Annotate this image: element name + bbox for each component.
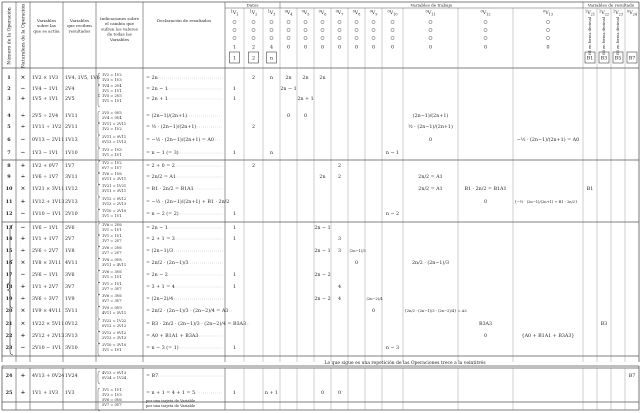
- row-vars-received: 2V6: [65, 226, 75, 231]
- row-indication: 2V7 = 2V7: [102, 250, 122, 255]
- row-indication: 2V13 = 3V13: [102, 335, 127, 340]
- row-indication: 1V3 = 1V3: [102, 77, 122, 82]
- row-cell-v5: 2n: [302, 76, 309, 81]
- row-operation-sign: +: [20, 390, 26, 396]
- row-cell-v7: 2: [337, 175, 342, 180]
- row-number: 4: [7, 113, 11, 119]
- row-declaration: = n − 2 (= 2): [146, 212, 179, 217]
- column-init-v6: 0: [320, 45, 325, 51]
- row-cell-v1: 1: [232, 285, 237, 290]
- row-operation-sign: +: [20, 96, 26, 102]
- row-declaration: = 3 + 1 = 4: [146, 285, 175, 290]
- row-indication: 2V10 = 3V10: [102, 342, 127, 347]
- row-operation-sign: ÷: [20, 174, 26, 180]
- row-indication: 1V1 = 1V1: [102, 98, 122, 103]
- column-sub-v23: B5 en forma decimal: [616, 17, 620, 55]
- row-indication: 0V7 = 1V7: [102, 165, 122, 170]
- row-indication: 1V6 = 2V6: [102, 222, 122, 227]
- row-vars-acted: 1V9 × 4V11: [32, 309, 62, 314]
- column-init-v2: 2: [251, 45, 256, 51]
- header-naturaleza-operacion: Naturaleza de la Operación: [21, 3, 27, 69]
- row-vars-acted: 1V2 + 0V7: [32, 164, 59, 169]
- row-indication: 1V1 = 1V1: [102, 387, 122, 392]
- header-indicaciones: Indicaciones sobre el cambio que sufren los valores de todas las Variables: [99, 16, 140, 42]
- column-label-v8: $^0V_8$: [352, 9, 361, 17]
- row-cell-v7: 4: [337, 297, 342, 302]
- row-vars-received: 1V12: [65, 187, 78, 192]
- row-indication: 2V7 = 3V7: [102, 286, 122, 291]
- row-cell-v11: 2n/2 = A1: [418, 175, 443, 180]
- row-operation-sign: ÷: [20, 296, 26, 302]
- row-operation-sign: −: [20, 150, 26, 156]
- row-declaration: = 2 + 1 = 3: [146, 237, 175, 242]
- column-sub-v21: B1 en forma decimal: [588, 17, 592, 55]
- row-indication: 2V4 = 0V4: [102, 115, 122, 120]
- row-cell-v3: n + 1: [264, 391, 279, 396]
- row-indication: 3V11 = 3V11: [102, 188, 127, 193]
- row-vars-acted: 1V12 + 1V13: [32, 200, 65, 205]
- row-number: 7: [7, 150, 11, 156]
- row-vars-received: 2V11: [65, 125, 78, 130]
- row-operation-sign: −: [20, 225, 26, 231]
- row-vars-received: 2V4: [65, 87, 75, 92]
- card-note-2: por una tarjeta de Variable: [146, 404, 196, 408]
- row-vars-received: 3V10: [65, 346, 78, 351]
- row-cell-v11: 0: [428, 138, 433, 143]
- row-indication: 1V4 = 2V4: [102, 83, 122, 88]
- row-cell-v13: {A0 + B1A1 + B3A3}: [521, 334, 575, 339]
- row-cell-v11: (2n−1)/(2n+1): [412, 114, 449, 119]
- row-number: 17: [5, 272, 13, 278]
- row-operation-sign: ×: [20, 321, 26, 327]
- row-operation-sign: ÷: [20, 248, 26, 254]
- row-cell-v6: 2n − 2: [314, 273, 331, 278]
- row-cell-v7: 0: [337, 391, 342, 396]
- row-indication: 0V13 = 1V13: [102, 139, 127, 144]
- row-indication: 1V10 = 2V10: [102, 208, 127, 213]
- row-cell-v6: 2n: [319, 76, 326, 81]
- row-indication: 3V6 = 3V6: [102, 293, 122, 298]
- row-vars-received: 1V24: [65, 374, 78, 379]
- row-vars-received: 0V12: [65, 322, 78, 327]
- row-indication: 1V1 = 1V1: [102, 274, 122, 279]
- row-indication: 1V2 = 1V2: [102, 126, 122, 131]
- row-indication: 1V5 = 2V5: [102, 93, 122, 98]
- row-vars-acted: 1V5 + 1V1: [32, 97, 59, 102]
- header-variables-actua: Variables sobre las que se actúa: [33, 18, 60, 34]
- column-label-v12: $^0V_{12}$: [480, 9, 491, 17]
- row-indication: 1V22 = 1V22: [102, 318, 127, 323]
- row-cell-v22: B3: [600, 322, 608, 327]
- row-declaration: = 2n − 2: [146, 273, 168, 278]
- row-vars-acted: 2V12 + 2V13: [32, 334, 65, 339]
- row-number: 15: [5, 248, 13, 254]
- row-cell-v9: 0: [371, 309, 376, 314]
- row-vars-received: 1V13: [65, 138, 78, 143]
- row-operation-sign: −: [20, 211, 26, 217]
- row-vars-acted: 1V10 − 1V1: [32, 212, 62, 217]
- row-number: 13: [5, 225, 13, 231]
- row-cell-v1: 1: [232, 226, 237, 231]
- row-operation-sign: −: [20, 137, 26, 143]
- row-indication: 1V1 = 1V1: [102, 213, 122, 218]
- column-label-v7: $^0V_7$: [335, 9, 344, 17]
- row-indication: 3V7 = 3V7: [102, 298, 122, 303]
- row-declaration: = 2n/2 · (2n−1)/3 · (2n−2)/4 = A3: [146, 309, 229, 314]
- row-number: 12: [5, 211, 13, 217]
- row-number: 24: [5, 373, 13, 379]
- row-vars-received: 3V6: [65, 273, 75, 278]
- row-vars-acted: 4V13 + 0V24: [32, 374, 65, 379]
- row-declaration: = B3 · 2n/2 · (2n−1)/3 · (2n−2)/4 = B3A3: [146, 322, 247, 327]
- row-cell-v13: {−½ · (2n−1)/(2n+1) + B1 · 2n/2}: [514, 200, 578, 204]
- column-box-label-v23: B5: [614, 56, 622, 62]
- column-label-v22: $^1V_{22}$: [599, 9, 609, 17]
- row-cell-v12: B1 · 2n/2 = B1A1: [464, 187, 507, 192]
- row-cell-v6: 2n − 1: [314, 249, 331, 254]
- row-number: 21: [5, 321, 13, 327]
- row-vars-acted: 0V13 − 2V11: [32, 138, 65, 143]
- column-box-label-v2: 2: [251, 56, 256, 62]
- row-declaration: = (2n−1)/3: [146, 249, 174, 254]
- row-cell-v1: 1: [232, 87, 237, 92]
- row-indication: 0V11 = 3V11: [102, 176, 127, 181]
- row-operation-sign: +: [20, 373, 26, 379]
- row-declaration: = n − 1 (= 3): [146, 151, 179, 156]
- row-number: 14: [5, 236, 13, 242]
- row-cell-v5: 2n + 1: [297, 97, 314, 102]
- row-vars-acted: 1V6 − 1V1: [32, 226, 59, 231]
- row-indication: 3V11 = 4V11: [102, 262, 127, 267]
- row-operation-sign: −: [20, 345, 26, 351]
- column-init-v4: 0: [286, 45, 291, 51]
- row-cell-v11: 2n/2 · (2n−1)/3: [411, 261, 450, 266]
- row-vars-acted: 1V2 × 1V3: [32, 76, 59, 81]
- column-label-v6: $^0V_6$: [318, 9, 327, 17]
- column-label-v21: $^1V_{21}$: [585, 9, 595, 17]
- row-indication: 1V9 = 0V9: [102, 305, 122, 310]
- row-indication: 4V11 = 5V11: [102, 310, 127, 315]
- column-label-v13: $^0V_{13}$: [543, 9, 553, 17]
- row-operation-sign: ÷: [20, 124, 26, 130]
- row-vars-acted: 1V8 × 3V11: [32, 261, 62, 266]
- column-label-v11: $^0V_{11}$: [425, 9, 436, 17]
- row-declaration: = B7: [146, 374, 159, 379]
- row-indication: 1V3 = 1V3: [102, 147, 122, 152]
- row-vars-acted: 3V6 ÷ 3V7: [32, 297, 59, 302]
- card-note-1: por una tarjeta de Variable: [146, 399, 196, 403]
- column-label-v1: $^1V_1$: [230, 9, 239, 17]
- row-number: 16: [5, 260, 13, 266]
- row-number: 11: [5, 199, 13, 205]
- row-indication: 1V1 = 1V1: [102, 281, 122, 286]
- row-operation-sign: ×: [20, 308, 26, 314]
- row-number: 5: [7, 124, 11, 130]
- row-cell-v4: 2n: [285, 76, 292, 81]
- row-cell-v12: 0: [483, 200, 488, 205]
- column-sub-v22: B3 en forma decimal: [602, 17, 606, 55]
- row-vars-acted: 1V21 × 3V11: [32, 187, 65, 192]
- row-cell-v10: n − 1: [385, 151, 400, 156]
- row-vars-received: 1V4, 1V5, 1V6: [65, 76, 100, 81]
- row-cell-v1: 1: [232, 391, 237, 396]
- row-cell-v1: 1: [232, 346, 237, 351]
- row-declaration: = B1 · 2n/2 = B1A1: [146, 187, 194, 192]
- row-cell-v6: 0: [320, 391, 325, 396]
- column-label-v3: $^1V_3$: [267, 9, 276, 17]
- row-operation-sign: ×: [20, 75, 26, 81]
- header-numero-operacion: Número de la Operación: [7, 7, 13, 65]
- column-box-label-v24: B7: [628, 56, 636, 62]
- row-number: 1: [7, 75, 11, 81]
- row-declaration: = 2n/2 · (2n−1)/3: [146, 261, 189, 266]
- row-indication: 1V3 = 1V3: [102, 392, 122, 397]
- row-indication: 0V24 = 1V24: [102, 375, 127, 380]
- column-label-v2: $^1V_2$: [249, 9, 258, 17]
- row-cell-v1: 1: [232, 212, 237, 217]
- group-trabajo-label: Variables de trabajo: [410, 2, 453, 8]
- row-vars-received: 2V13: [65, 200, 78, 205]
- column-box-label-v3: n: [269, 56, 274, 62]
- row-indication: 1V6 = 1V6: [102, 171, 122, 176]
- column-init-v11: 0: [428, 45, 433, 51]
- row-operation-sign: ÷: [20, 113, 26, 119]
- row-indication: 1V11 = 2V11: [102, 121, 127, 126]
- column-box-label-v1: 1: [232, 56, 237, 62]
- column-init-v9: 0: [371, 45, 376, 51]
- row-vars-acted: 2V5 ÷ 2V4: [32, 114, 59, 119]
- row-cell-v8: (2n−1)/3: [349, 249, 366, 253]
- row-cell-v9: (2n−2)/4: [366, 297, 383, 301]
- column-label-v4: $^0V_4$: [284, 9, 293, 17]
- row-cell-v1: 1: [232, 237, 237, 242]
- row-number: 23: [5, 345, 13, 351]
- row-indication: 0V12 = 2V12: [102, 323, 127, 328]
- row-indication: 1V13 = 2V13: [102, 201, 127, 206]
- row-cell-v1: 1: [232, 273, 237, 278]
- group-resultado-label: Variables de resultado: [587, 2, 635, 8]
- row-number: 6: [7, 137, 11, 143]
- row-vars-acted: 1V1 + 1V3: [32, 391, 59, 396]
- row-operation-sign: +: [20, 163, 26, 169]
- row-cell-v6: 2n − 2: [314, 297, 331, 302]
- row-indication: 1V2 = 1V2: [102, 160, 122, 165]
- row-declaration: = ½ · (2n−1)/(2n+1): [146, 125, 197, 130]
- row-indication: 2V5 = 0V5: [102, 110, 122, 115]
- row-operation-sign: +: [20, 284, 26, 290]
- row-vars-acted: 2V10 − 1V1: [32, 346, 62, 351]
- row-cell-v12: 0: [483, 334, 488, 339]
- row-operation-sign: −: [20, 272, 26, 278]
- row-declaration: = 2n/2 = A1: [146, 175, 176, 180]
- row-vars-acted: 1V11 ÷ 1V2: [32, 125, 62, 130]
- row-declaration: = 2n: [146, 76, 158, 81]
- row-vars-acted: 1V1 + 1V7: [32, 237, 59, 242]
- row-indication: 2V6 = 3V6: [102, 269, 122, 274]
- row-cell-v12: B3A3: [478, 322, 493, 327]
- row-operation-sign: −: [20, 86, 26, 92]
- row-number: 19: [5, 296, 13, 302]
- row-vars-received: 2V7: [65, 237, 75, 242]
- row-cell-v2: 2: [251, 76, 256, 81]
- row-declaration: = −½ · (2n−1)/(2n+1) = A0: [146, 138, 214, 143]
- row-vars-received: 1V11: [65, 114, 78, 119]
- row-cell-v1: 1: [232, 151, 237, 156]
- row-indication: 1V1 = 1V1: [102, 88, 122, 93]
- row-operation-sign: +: [20, 199, 26, 205]
- column-box-label-v22: B3: [600, 56, 608, 62]
- column-init-v12: 0: [483, 45, 488, 51]
- column-init-v13: 0: [546, 45, 550, 51]
- row-vars-received: 1V8: [65, 249, 75, 254]
- row-operation-sign: +: [20, 236, 26, 242]
- row-cell-v2: 2: [251, 164, 256, 169]
- row-cell-v6: 2n: [319, 175, 326, 180]
- row-indication: 1V8 = 0V8: [102, 257, 122, 262]
- row-vars-acted: 1V6 ÷ 1V7: [32, 175, 59, 180]
- row-indication: 1V21 = 1V21: [102, 183, 127, 188]
- row-number: 9: [7, 174, 11, 180]
- row-declaration: = 2n − 1: [146, 87, 168, 92]
- row-vars-acted: 1V3 − 1V1: [32, 151, 59, 156]
- row-indication: 4V13 = 0V13: [102, 370, 127, 375]
- row-number: 3: [7, 96, 11, 102]
- row-vars-received: 1V3: [65, 391, 75, 396]
- row-vars-received: 2V10: [65, 212, 78, 217]
- column-init-v3: 4: [269, 45, 274, 51]
- header-variables-reciben: Variables que reciben resultados: [67, 18, 92, 34]
- row-declaration: = A0 + B1A1 + B3A3: [146, 334, 199, 339]
- row-declaration: = −½ · (2n−1)/(2n+1) + B1 · 2n/2: [146, 200, 230, 205]
- row-vars-received: 1V9: [65, 297, 75, 302]
- row-indication: 5V7 = 0V7: [102, 402, 122, 407]
- row-cell-v10: n − 2: [385, 212, 400, 217]
- row-number: 8: [7, 163, 11, 169]
- row-cell-v2: 2: [251, 125, 256, 130]
- row-cell-v21: B1: [586, 187, 594, 192]
- row-cell-v7: 2: [337, 164, 342, 169]
- row-indication: 1V12 = 0V12: [102, 196, 127, 201]
- row-indication: 1V1 = 1V1: [102, 227, 122, 232]
- row-number: 2: [7, 86, 11, 92]
- row-cell-v11: {2n/2 · (2n−1)/3 · (2n−2)/4} = A3: [404, 309, 467, 313]
- row-vars-received: 3V13: [65, 334, 78, 339]
- column-label-v24: $^0V_{24}$: [627, 9, 637, 17]
- row-indication: 1V2 = 1V2: [102, 72, 122, 77]
- row-vars-received: 2V5: [65, 97, 75, 102]
- column-init-v1: 1: [232, 45, 237, 51]
- repeat-note: Lo que sigue es una repetición de las Operaciones trece a la veintitrés: [324, 361, 486, 367]
- column-init-v5: 0: [303, 45, 308, 51]
- row-number: 25: [5, 390, 13, 396]
- row-vars-received: 3V11: [65, 175, 78, 180]
- row-cell-v7: 4: [337, 285, 342, 290]
- row-indication: 5V6 = 0V6: [102, 397, 122, 402]
- row-indication: 1V1 = 1V1: [102, 152, 122, 157]
- row-vars-acted: 1V1 + 2V7: [32, 285, 59, 290]
- row-declaration: = n + 1 = 4 + 1 = 5: [146, 391, 196, 396]
- row-cell-v5: 0: [303, 114, 308, 119]
- row-vars-acted: 2V6 − 1V1: [32, 273, 59, 278]
- row-indication: 2V11 = 0V11: [102, 134, 127, 139]
- row-cell-v24: B7: [628, 374, 636, 379]
- row-declaration: = (2n−1)/(2n+1): [146, 114, 188, 119]
- row-cell-v7: 3: [337, 237, 342, 242]
- column-init-v10: 0: [390, 45, 395, 51]
- row-declaration: = (2n−2)/4: [146, 297, 174, 302]
- column-label-v5: $^0V_5$: [301, 9, 310, 17]
- column-box-label-v21: B1: [586, 56, 594, 62]
- row-indication: 2V6 = 2V6: [102, 245, 122, 250]
- row-cell-v10: n − 3: [385, 346, 400, 351]
- column-init-v8: 0: [354, 45, 359, 51]
- row-cell-v3: n: [269, 151, 274, 156]
- row-indication: 1V1 = 1V1: [102, 233, 122, 238]
- row-vars-received: 4V11: [65, 261, 78, 266]
- row-cell-v1: 1: [232, 97, 237, 102]
- row-cell-v11: 2n/2 = A1: [418, 187, 443, 192]
- row-vars-acted: 1V4 − 1V1: [32, 87, 59, 92]
- header-declaracion: Declaración de resultados: [156, 18, 212, 23]
- row-indication: 2V12 = 0V12: [102, 330, 127, 335]
- row-number: 18: [5, 284, 13, 290]
- group-datos-label: Datos: [246, 2, 259, 8]
- row-cell-v7: 3: [337, 249, 342, 254]
- row-number: 10: [5, 186, 13, 192]
- row-cell-v3: n: [269, 76, 274, 81]
- row-number: 20: [5, 308, 13, 314]
- row-vars-received: 5V11: [65, 309, 78, 314]
- row-vars-received: 3V7: [65, 285, 75, 290]
- row-operation-sign: +: [20, 333, 26, 339]
- row-cell-v4: 0: [286, 114, 291, 119]
- row-indication: 1V1 = 1V1: [102, 347, 122, 352]
- row-declaration: = n − 3 (= 1): [146, 346, 179, 351]
- row-operation-sign: ×: [20, 186, 26, 192]
- row-cell-v13: −½ · (2n−1)/(2n+1) = A0: [516, 138, 580, 143]
- row-cell-v8: 0: [354, 261, 359, 266]
- row-declaration: = 2 + 0 = 2: [146, 164, 175, 169]
- column-init-v7: 0: [337, 45, 342, 51]
- row-indication: 1V7 = 2V7: [102, 238, 122, 243]
- row-vars-received: 1V10: [65, 151, 78, 156]
- row-cell-v4: 2n − 1: [280, 87, 297, 92]
- row-vars-acted: 2V6 ÷ 2V7: [32, 249, 59, 254]
- row-cell-v11: ½ · (2n−1)/(2n+1): [408, 125, 453, 130]
- row-declaration: = 2n + 1: [146, 97, 168, 102]
- row-vars-acted: 1V22 × 5V11: [32, 322, 65, 327]
- row-number: 22: [5, 333, 13, 339]
- row-vars-received: 1V7: [65, 164, 75, 169]
- row-cell-v6: 2n − 1: [314, 226, 331, 231]
- column-label-v23: $^1V_{23}$: [613, 9, 623, 17]
- row-declaration: = 2n − 1: [146, 226, 168, 231]
- column-label-v9: $^0V_9$: [369, 9, 378, 17]
- row-operation-sign: ×: [20, 260, 26, 266]
- column-label-v10: $^0V_{10}$: [387, 9, 398, 17]
